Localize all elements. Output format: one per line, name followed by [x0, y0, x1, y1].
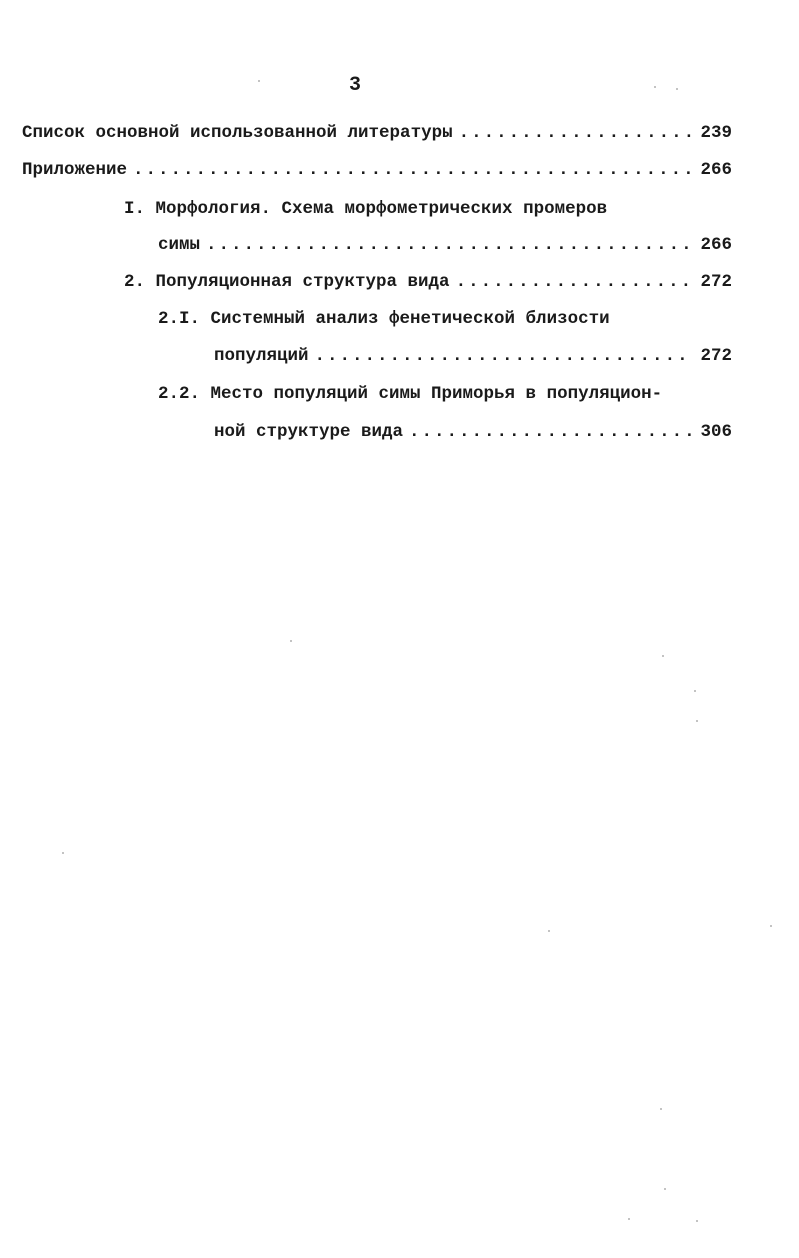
toc-entry-page: 272 — [700, 272, 732, 292]
scan-speck — [660, 1108, 662, 1110]
toc-entry-page: 266 — [700, 160, 732, 180]
toc-entry-page: 272 — [700, 346, 732, 366]
scan-speck — [696, 1220, 698, 1222]
scan-speck — [662, 655, 664, 657]
toc-entry-page: 239 — [700, 123, 732, 143]
scan-speck — [548, 930, 550, 932]
toc-entry-primorye-populations[interactable] — [158, 381, 732, 407]
toc-entry-morphology-continued[interactable] — [158, 232, 732, 258]
toc-entry-title: популяций — [214, 346, 309, 366]
page-number: 3 — [348, 74, 361, 97]
scan-speck — [694, 690, 696, 692]
toc-entry-title: ной структуре вида — [214, 422, 404, 442]
toc-entry-title: I. Морфология. Схема морфометрических промеров — [124, 199, 608, 219]
toc-entry-title: 2. Популяционная структура вида — [124, 272, 450, 292]
toc-entry-appendix[interactable] — [22, 157, 732, 183]
toc-entry-literature[interactable] — [22, 120, 732, 146]
toc-entry-page: 266 — [700, 235, 732, 255]
scan-speck — [258, 80, 260, 82]
scan-speck — [696, 720, 698, 722]
toc-entry-title: 2.I. Системный анализ фенетической близости — [158, 309, 610, 329]
toc-entry-title: 2.2. Место популяций симы Приморья в популяцион- — [158, 384, 663, 404]
dot-leader — [409, 419, 692, 445]
toc-entry-page: 306 — [700, 422, 732, 442]
toc-entry-title: Приложение — [22, 160, 128, 180]
scan-speck — [628, 1218, 630, 1220]
toc-entry-population-structure[interactable] — [124, 269, 732, 295]
toc-entry-primorye-populations-continued[interactable] — [214, 419, 732, 445]
dot-leader — [133, 157, 692, 183]
toc-entry-system-analysis[interactable] — [158, 306, 732, 332]
dot-leader — [206, 232, 692, 258]
scan-speck — [290, 640, 292, 642]
scan-speck — [770, 925, 772, 927]
toc-entry-title: Список основной использованной литературы — [22, 123, 453, 143]
toc-entry-title: симы — [158, 235, 201, 255]
dot-leader — [456, 269, 692, 295]
toc-entry-system-analysis-continued[interactable] — [214, 343, 732, 369]
scan-speck — [654, 86, 656, 88]
dot-leader — [459, 120, 692, 146]
dot-leader — [315, 343, 692, 369]
scan-speck — [62, 852, 64, 854]
scan-speck — [676, 88, 678, 90]
scan-speck — [664, 1188, 666, 1190]
toc-entry-morphology[interactable] — [124, 196, 732, 222]
